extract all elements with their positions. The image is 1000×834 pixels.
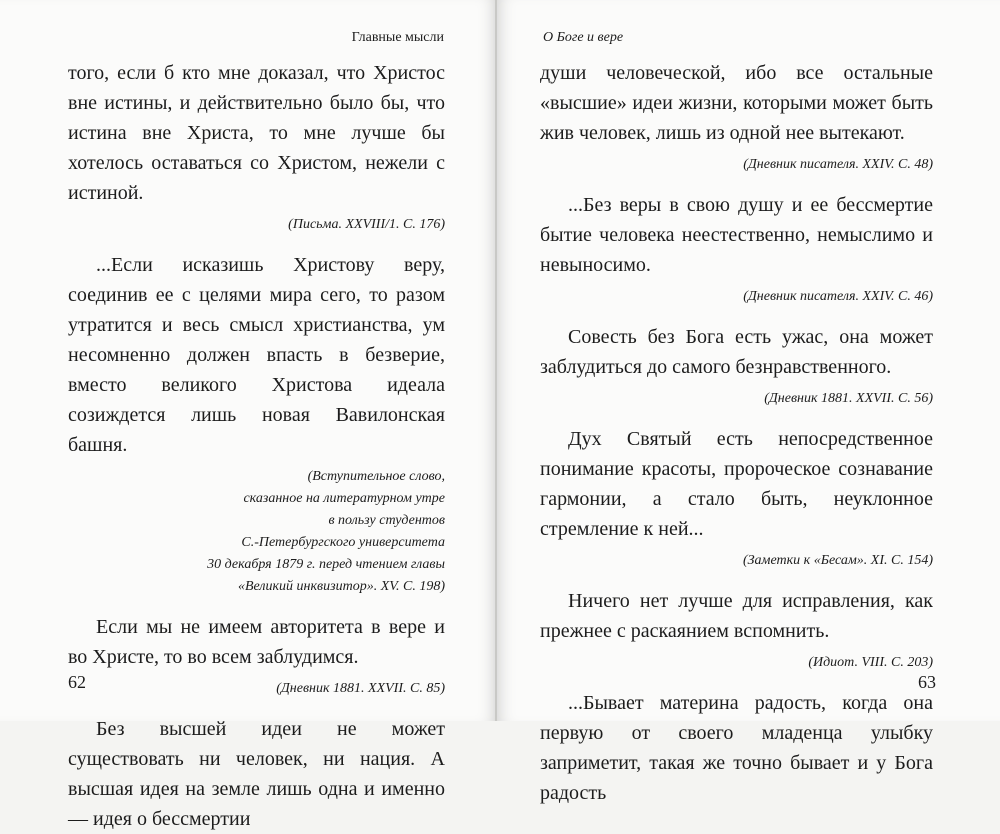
left-paragraph-1: того, если б кто мне доказал, что Христос вне истины, и действительно было бы, что истина вне Христа, то мне лучше бы хотелось оставаться со Христом, нежели с истиной. bbox=[68, 62, 445, 204]
left-citation-2-line: (Вступительное слово, bbox=[307, 469, 445, 484]
left-citation-1: (Письма. XXVIII/1. С. 176) bbox=[288, 217, 445, 232]
right-paragraph-1: души человеческой, ибо все остальные «высшие» идеи жизни, которыми может быть жив человек, лишь из одной нее вытекают. bbox=[540, 62, 933, 144]
right-citation-1: (Дневник писателя. XXIV. С. 48) bbox=[743, 157, 933, 172]
right-page bbox=[497, 0, 1000, 804]
left-running-head: Главные мысли bbox=[351, 30, 444, 45]
left-citation-2-line: в пользу студентов bbox=[328, 513, 445, 528]
left-paragraph-3: Если мы не имеем авторитета в вере и во Христе, то во всем заблудимся. bbox=[68, 616, 445, 668]
right-paragraph-3: Совесть без Бога есть ужас, она может заблудиться до самого безнравственного. bbox=[540, 326, 933, 378]
left-page bbox=[0, 0, 497, 830]
left-citation-2-line: С.-Петербургского университета bbox=[241, 535, 445, 550]
right-paragraph-6: ...Бывает материна радость, когда она первую от своего младенца улыбку заприметит, такая же точно бывает и у Бога радость bbox=[540, 692, 933, 804]
right-citation-5: (Идиот. VIII. С. 203) bbox=[808, 655, 933, 670]
left-citation-2 bbox=[68, 466, 445, 598]
left-citation-2-line: 30 декабря 1879 г. перед чтением главы bbox=[207, 557, 445, 572]
left-paragraph-4: Без высшей идеи не может существовать ни человек, ни нация. А высшая идея на земле лишь одна и именно — идея о бессмертии bbox=[68, 718, 445, 830]
right-running-head: О Боге и вере bbox=[543, 30, 624, 45]
left-citation-2-line: сказанное на литературном утре bbox=[243, 491, 445, 506]
left-page-number: 62 bbox=[68, 672, 86, 692]
right-paragraph-4: Дух Святый есть непосредственное понимание красоты, пророческое сознавание гармонии, а стало быть, неуклонное стремление к ней... bbox=[540, 428, 933, 540]
left-citation-2-line: «Великий инквизитор». XV. С. 198) bbox=[237, 579, 445, 594]
right-citation-2: (Дневник писателя. XXIV. С. 46) bbox=[743, 289, 933, 304]
left-paragraph-2: ...Если исказишь Христову веру, соединив ее с целями мира сего, то разом утратится и весь смысл христианства, ум несомненно должен впасть в безверие, вместо великого Христова идеала созиждется лишь новая Вавилонская башня. bbox=[68, 254, 445, 456]
right-paragraph-2: ...Без веры в свою душу и ее бессмертие бытие человека неестественно, немыслимо и невыносимо. bbox=[540, 194, 933, 276]
right-paragraph-5: Ничего нет лучше для исправления, как прежнее с раскаянием вспомнить. bbox=[540, 590, 933, 642]
right-citation-3: (Дневник 1881. XXVII. С. 56) bbox=[764, 391, 933, 406]
left-page-text bbox=[68, 58, 445, 834]
right-page-text bbox=[540, 58, 933, 808]
left-citation-3: (Дневник 1881. XXVII. С. 85) bbox=[276, 681, 445, 696]
right-citation-4: (Заметки к «Бесам». XI. С. 154) bbox=[742, 553, 933, 568]
right-page-number: 63 bbox=[918, 672, 936, 692]
